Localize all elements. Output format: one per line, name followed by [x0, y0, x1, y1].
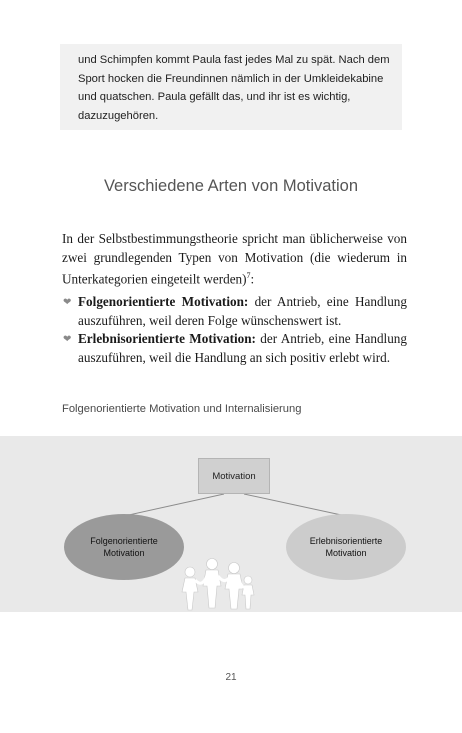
node-folgenorientiert — [64, 514, 184, 580]
bullet-item — [62, 330, 407, 367]
motivation-diagram — [0, 436, 462, 612]
body-paragraph-text: In der Selbstbestimmungstheorie spricht man üblicherweise von zwei grundlegenden Typen von Motivation (die wiederum in Unterkategorien eingeteilt werden) — [62, 231, 407, 287]
figure-caption: Folgenorientierte Motivation und Internalisierung — [62, 403, 302, 415]
bullet-list — [62, 293, 407, 367]
bullet-term: Folgenorientierte Motivation: — [78, 294, 249, 309]
node-folgenorientiert-label: Folgenorientierte Motivation — [90, 536, 158, 558]
body-paragraph-end: : — [250, 271, 255, 287]
node-erlebnisorientiert-label: Erlebnisorientierte Motivation — [309, 536, 383, 558]
bullet-term: Erlebnisorientierte Motivation: — [78, 331, 256, 346]
node-motivation: Motivation — [198, 458, 270, 494]
connector-left — [124, 494, 224, 516]
body-paragraph — [62, 230, 407, 289]
bullet-item — [62, 293, 407, 330]
intro-text: und Schimpfen kommt Paula fast jedes Mal zu spät. Nach dem Sport hocken die Freundinnen nämlich in der Umkleidekabine und quatschen. Paula gefällt das, und ihr ist es wichtig, dazuzugehören. — [78, 54, 390, 122]
footnote-marker: 7 — [246, 271, 251, 280]
bullet-text: der Antrieb, eine Handlung auszuführen, weil deren Folge wünschenswert ist. — [78, 294, 407, 328]
page-number: 21 — [225, 672, 237, 683]
heart-icon: ❤ — [63, 297, 72, 308]
connector-right — [244, 494, 346, 516]
heart-icon: ❤ — [63, 334, 72, 345]
people-holding-hands-icon — [176, 554, 256, 612]
section-heading: Verschiedene Arten von Motivation — [103, 177, 359, 195]
bullet-text: der Antrieb, eine Handlung auszuführen, weil die Handlung an sich positiv erlebt wird. — [78, 331, 407, 365]
node-erlebnisorientiert — [286, 514, 406, 580]
